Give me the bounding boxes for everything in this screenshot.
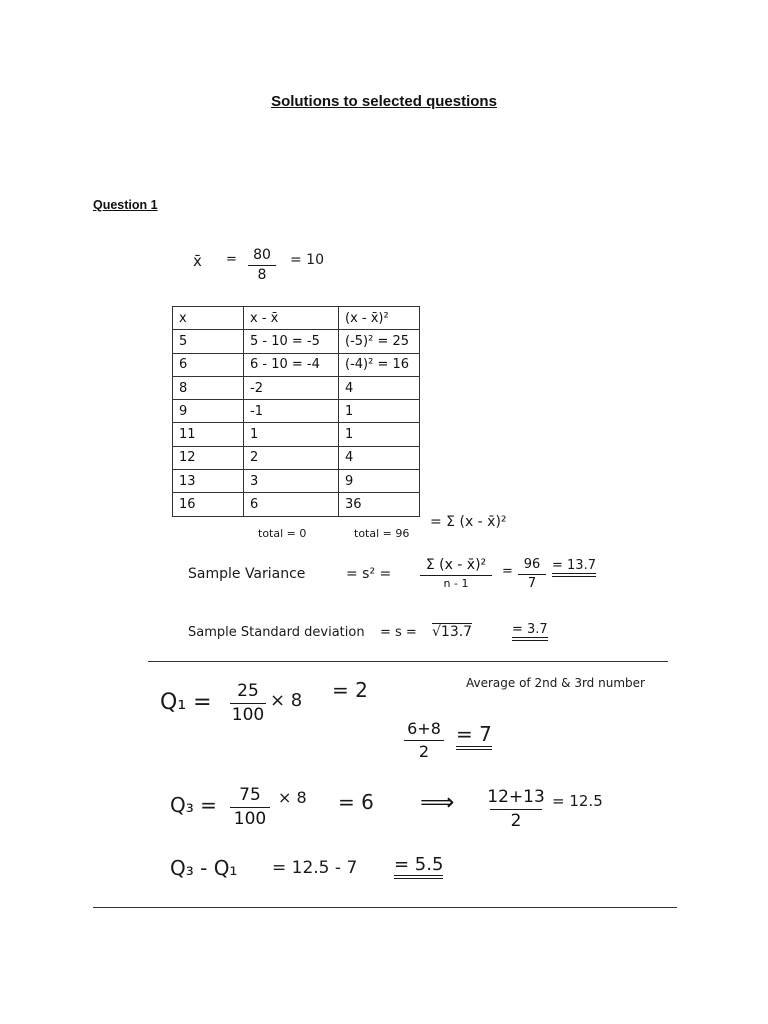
variance-fraction: [420, 558, 492, 590]
q1-multiplier: × 8: [270, 690, 303, 711]
stddev-label: Sample Standard deviation: [188, 625, 365, 640]
mean-numerator: 80: [253, 247, 271, 263]
q3-label: Q₃ =: [170, 793, 217, 817]
q3-numerator: 75: [239, 785, 261, 805]
q3-average-fraction: [487, 787, 545, 831]
total-deviation: total = 0: [258, 527, 307, 540]
mean-denominator: 8: [257, 267, 267, 284]
cell-x: 6: [173, 353, 244, 376]
header-x: x: [173, 307, 244, 330]
iqr-expression: = 12.5 - 7: [272, 858, 358, 878]
variance-label: Sample Variance: [188, 566, 306, 582]
table-row: [173, 470, 420, 493]
table-row: [173, 423, 420, 446]
section-divider: [148, 661, 668, 662]
total-squared: total = 96: [354, 527, 410, 540]
fraction-bar: [248, 265, 276, 266]
table-row: [173, 330, 420, 353]
cell-deviation: 2: [244, 446, 339, 469]
fraction-bar: [230, 807, 270, 808]
table-row: [173, 493, 420, 516]
page-title: Solutions to selected questions: [271, 93, 497, 110]
cell-x: 12: [173, 446, 244, 469]
cell-squared: 1: [339, 423, 420, 446]
table-row: [173, 353, 420, 376]
mean-symbol: x̄: [193, 252, 202, 270]
cell-x: 5: [173, 330, 244, 353]
q1-result: = 2: [332, 678, 368, 702]
variance-denominator-value: 7: [527, 576, 537, 592]
q3-multiplier: × 8: [278, 788, 307, 807]
fraction-bar: [404, 740, 444, 741]
cell-x: 8: [173, 376, 244, 399]
cell-squared: 4: [339, 376, 420, 399]
variance-equals: =: [502, 564, 513, 579]
q1-numerator: 25: [237, 681, 259, 701]
fraction-bar: [490, 809, 542, 810]
mean-equals: =: [226, 252, 237, 267]
q3-fraction: [230, 786, 270, 828]
q3-average-denominator: 2: [510, 810, 522, 831]
deviation-table: [172, 306, 420, 517]
cell-deviation: -1: [244, 400, 339, 423]
header-deviation: x - x̄: [244, 307, 339, 330]
cell-squared: (-5)² = 25: [339, 330, 420, 353]
variance-denominator: n - 1: [443, 577, 469, 591]
fraction-bar: [230, 703, 266, 704]
fraction-bar: [420, 575, 492, 576]
q3-denominator: 100: [233, 808, 267, 829]
cell-deviation: 1: [244, 423, 339, 446]
iqr-result: = 5.5: [394, 854, 443, 879]
q3-result: = 6: [338, 790, 374, 814]
variance-s2: = s² =: [346, 566, 392, 582]
q3-average-result: = 12.5: [552, 792, 603, 810]
variance-numerator: Σ (x - x̄)²: [425, 557, 487, 573]
cell-x: 11: [173, 423, 244, 446]
mean-result: = 10: [290, 252, 324, 268]
q1-fraction: [230, 682, 266, 724]
bottom-divider: [93, 907, 677, 908]
cell-squared: 1: [339, 400, 420, 423]
variance-fraction-value: [518, 558, 546, 592]
total-sigma-note: = Σ (x - x̄)²: [430, 514, 507, 530]
cell-x: 9: [173, 400, 244, 423]
cell-squared: 36: [339, 493, 420, 516]
section-heading: Question 1: [93, 198, 158, 212]
cell-deviation: 3: [244, 470, 339, 493]
header-squared: (x - x̄)²: [339, 307, 420, 330]
cell-deviation: 6: [244, 493, 339, 516]
cell-squared: (-4)² = 16: [339, 353, 420, 376]
q1-average-note: Average of 2nd & 3rd number: [466, 676, 645, 690]
q1-label: Q₁ =: [160, 690, 212, 715]
q3-average-numerator: 12+13: [487, 787, 545, 807]
table-header-row: [173, 307, 420, 330]
q1-average-denominator: 2: [418, 741, 430, 761]
iqr-label: Q₃ - Q₁: [170, 856, 238, 880]
cell-squared: 9: [339, 470, 420, 493]
mean-fraction: [248, 248, 276, 284]
cell-squared: 4: [339, 446, 420, 469]
cell-deviation: 5 - 10 = -5: [244, 330, 339, 353]
table-row: [173, 446, 420, 469]
stddev-result: = 3.7: [512, 622, 548, 641]
cell-x: 13: [173, 470, 244, 493]
q1-average-fraction: [404, 720, 444, 760]
stddev-sqrt: √13.7: [432, 624, 473, 640]
cell-x: 16: [173, 493, 244, 516]
cell-deviation: 6 - 10 = -4: [244, 353, 339, 376]
table-row: [173, 376, 420, 399]
fraction-bar: [518, 574, 546, 575]
stddev-s: = s =: [380, 625, 417, 640]
cell-deviation: -2: [244, 376, 339, 399]
q1-average-result: = 7: [456, 722, 492, 750]
q1-denominator: 100: [231, 704, 265, 725]
variance-result: = 13.7: [552, 558, 596, 577]
table-row: [173, 400, 420, 423]
q1-average-numerator: 6+8: [407, 719, 441, 738]
implies-arrow-icon: ⟹: [420, 788, 455, 816]
variance-numerator-value: 96: [523, 557, 541, 572]
